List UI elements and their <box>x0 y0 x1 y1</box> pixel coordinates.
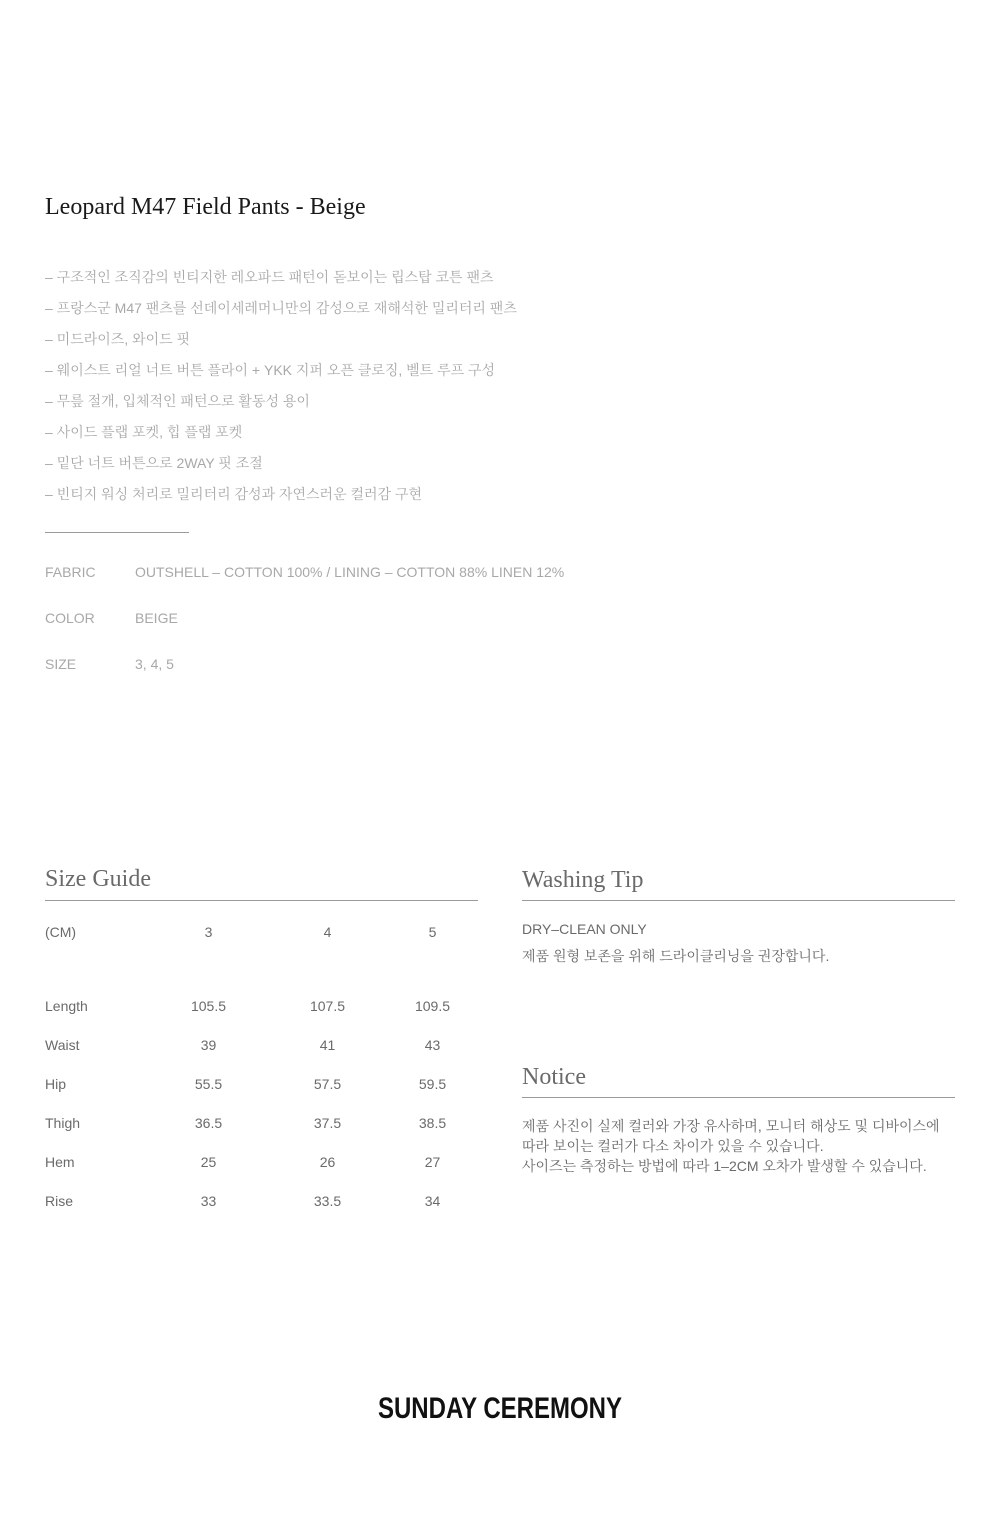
table-row <box>45 1064 478 1103</box>
measure-value: 59.5 <box>418 1075 447 1092</box>
table-row <box>45 1025 478 1064</box>
feature-item: – 웨이스트 리얼 너트 버튼 플라이 + YKK 지퍼 오픈 클로징, 벨트 루프 구성 <box>45 362 496 378</box>
spec-label: SIZE <box>45 656 77 672</box>
section-divider <box>522 1097 955 1098</box>
feature-item: – 무릎 절개, 입체적인 패턴으로 활동성 용이 <box>45 393 310 409</box>
section-divider <box>522 900 955 901</box>
notice-title: Notice <box>522 1064 586 1090</box>
feature-item: – 구조적인 조직감의 빈티지한 레오파드 패턴이 돋보이는 립스탑 코튼 팬츠 <box>45 269 494 285</box>
measure-value: 39 <box>200 1036 217 1053</box>
measure-value: 25 <box>200 1153 217 1170</box>
size-table <box>45 922 478 1220</box>
measure-value: 26 <box>319 1153 336 1170</box>
size-header: 3 <box>204 924 213 940</box>
spec-row-size <box>45 654 564 700</box>
table-row <box>45 1181 478 1220</box>
measure-label: Hem <box>45 1153 75 1170</box>
spec-row-color <box>45 608 564 654</box>
notice-line: 제품 사진이 실제 컬러와 가장 유사하며, 모니터 해상도 및 디바이스에 <box>522 1118 940 1134</box>
washing-tip-title: Washing Tip <box>522 867 644 893</box>
table-row <box>45 1103 478 1142</box>
measure-value: 33 <box>200 1192 217 1209</box>
measure-value: 57.5 <box>313 1075 342 1092</box>
spec-value: 3, 4, 5 <box>135 656 174 672</box>
measure-value: 38.5 <box>418 1114 447 1131</box>
washing-tip-line: DRY–CLEAN ONLY <box>522 921 647 937</box>
feature-item: – 미드라이즈, 와이드 핏 <box>45 331 191 347</box>
spec-value: BEIGE <box>135 610 178 626</box>
measure-label: Waist <box>45 1036 80 1053</box>
spec-row-fabric <box>45 562 564 608</box>
measure-value: 33.5 <box>313 1192 342 1209</box>
measure-value: 36.5 <box>194 1114 223 1131</box>
brand-logo: SUNDAY CEREMONY <box>377 1392 623 1425</box>
spec-label: FABRIC <box>45 564 96 580</box>
washing-tip-line: 제품 원형 보존을 위해 드라이클리닝을 권장합니다. <box>522 948 830 964</box>
measure-value: 34 <box>424 1192 441 1209</box>
feature-item: – 사이드 플랩 포켓, 힙 플랩 포켓 <box>45 424 243 440</box>
size-table-header <box>45 922 478 942</box>
divider <box>45 532 189 533</box>
measure-label: Thigh <box>45 1114 81 1131</box>
product-title: Leopard M47 Field Pants - Beige <box>45 194 366 220</box>
measure-label: Length <box>45 997 88 1014</box>
feature-item: – 프랑스군 M47 팬츠를 선데이세레머니만의 감성으로 재해석한 밀리터리 팬츠 <box>45 300 517 316</box>
measure-value: 107.5 <box>309 997 346 1014</box>
measure-value: 41 <box>319 1036 336 1053</box>
spec-list <box>45 562 564 700</box>
spec-value: OUTSHELL – COTTON 100% / LINING – COTTON 88% LINEN 12% <box>135 564 565 580</box>
measure-value: 55.5 <box>194 1075 223 1092</box>
table-row <box>45 986 478 1025</box>
size-header: 5 <box>428 924 437 940</box>
measure-label: Hip <box>45 1075 67 1092</box>
feature-item: – 밑단 너트 버튼으로 2WAY 핏 조절 <box>45 455 263 471</box>
size-guide-title: Size Guide <box>45 866 151 892</box>
notice-line: 사이즈는 측정하는 방법에 따라 1–2CM 오차가 발생할 수 있습니다. <box>522 1158 927 1174</box>
measure-value: 27 <box>424 1153 441 1170</box>
washing-tip-text <box>522 919 829 966</box>
table-row <box>45 1142 478 1181</box>
measure-value: 105.5 <box>190 997 227 1014</box>
unit-label: (CM) <box>45 924 77 940</box>
notice-line: 따라 보이는 컬러가 다소 차이가 있을 수 있습니다. <box>522 1138 824 1154</box>
size-header: 4 <box>323 924 332 940</box>
measure-value: 109.5 <box>414 997 451 1014</box>
measure-label: Rise <box>45 1192 74 1209</box>
section-divider <box>45 900 478 901</box>
measure-value: 37.5 <box>313 1114 342 1131</box>
spec-label: COLOR <box>45 610 95 626</box>
feature-item: – 빈티지 워싱 처리로 밀리터리 감성과 자연스러운 컬러감 구현 <box>45 486 423 502</box>
feature-list <box>45 262 517 510</box>
notice-text <box>522 1116 940 1176</box>
measure-value: 43 <box>424 1036 441 1053</box>
